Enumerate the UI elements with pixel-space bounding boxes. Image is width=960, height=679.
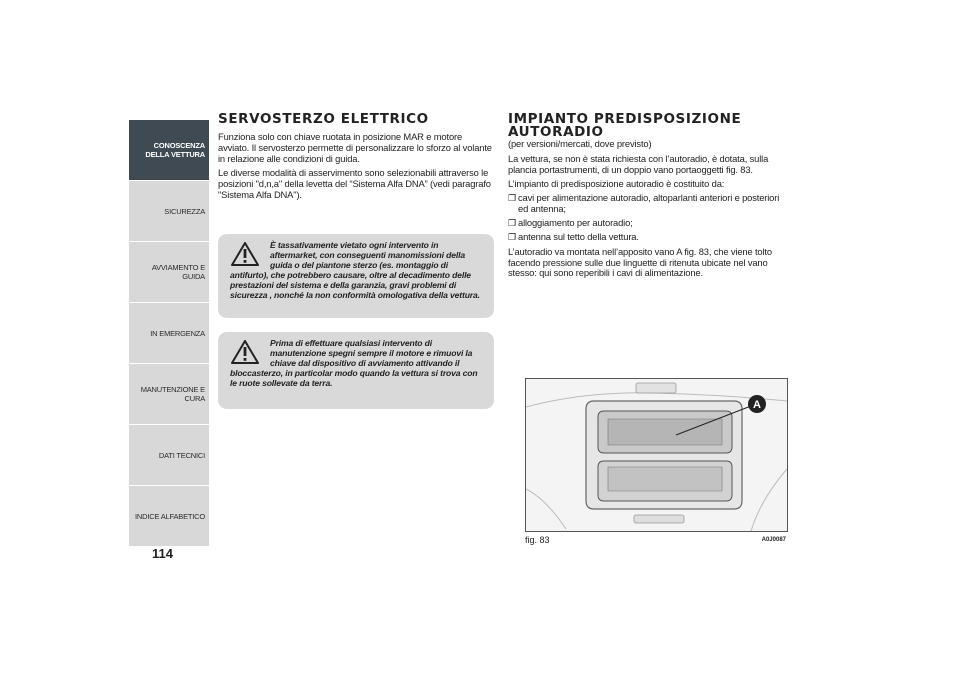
callout-a-label: A [753, 399, 761, 411]
tab-manutenzione-e-cura[interactable]: MANUTENZIONE E CURA [129, 364, 209, 424]
tab-in-emergenza[interactable]: IN EMERGENZA [129, 303, 209, 363]
subtitle: (per versioni/mercati, dove previsto) [508, 138, 652, 149]
warning-triangle-icon [231, 242, 259, 266]
tab-conoscenza-della-vettura[interactable]: CONOSCENZA DELLA VETTURA [129, 120, 209, 180]
warning-text: È tassativamente vietato ogni intervento in aftermarket, con conseguenti manomissioni della guida o del piantone sterzo (es. montaggio di antifurto), che potrebbero causare, oltre al decadimento delle prestazioni del sistema e della garanzia, gravi problemi di sicurezza , nonché la non conformità omologativa della vettura. [230, 240, 480, 300]
paragraph: L’autoradio va montata nell’apposito vano A fig. 83, che viene tolto facendo pressione sulle due linguette di ritenuta ubicate nel vano stesso: qui sono reperibili i cavi di alimentazione. [508, 245, 772, 279]
figure-caption: fig. 83 [525, 535, 550, 545]
left-column [218, 113, 494, 201]
section-title-servosterzo: SERVOSTERZO ELETTRICO [218, 111, 429, 127]
tab-indice-alfabetico[interactable]: INDICE ALFABETICO [129, 486, 209, 546]
list-item: ❒ alloggiamento per autoradio; [508, 216, 633, 228]
list-item: ❒ cavi per alimentazione autoradio, altoparlanti anteriori e posteriori ed antenna; [508, 192, 780, 214]
dashboard-compartment-illustration [526, 379, 787, 531]
warning-box [218, 234, 494, 318]
figure-illustration [525, 378, 788, 532]
page-number: 114 [152, 546, 173, 561]
list-item: ❒ antenna sul tetto della vettura. [508, 230, 639, 242]
section-title-autoradio: IMPIANTO PREDISPOSIZIONE AUTORADIO [508, 111, 742, 140]
paragraph: L’impianto di predisposizione autoradio è costituito da: [508, 178, 725, 190]
paragraph: Funziona solo con chiave ruotata in posizione MAR e motore avviato. Il servosterzo permette di personalizzare lo sforzo al volante in relazione alle condizioni di guida. [218, 131, 492, 164]
paragraph: La vettura, se non è stata richiesta con l’autoradio, è dotata, sulla plancia portastrumenti, di un doppio vano portaoggetti fig. 83. [508, 152, 769, 175]
tab-avviamento-e-guida[interactable]: AVVIAMENTO E GUIDA [129, 242, 209, 302]
warning-triangle-icon [231, 340, 259, 364]
warning-box [218, 332, 494, 409]
figure-code: A0J0087 [761, 537, 786, 543]
right-column [508, 113, 786, 279]
tab-dati-tecnici[interactable]: DATI TECNICI [129, 425, 209, 485]
figure-83 [508, 378, 786, 545]
tab-sicurezza[interactable]: SICUREZZA [129, 181, 209, 241]
warning-text: Prima di effettuare qualsiasi intervento di manutenzione spegni sempre il motore e rimuovi la chiave dal dispositivo di avviamento attivando il bloccasterzo, in particolar modo quando la vettura si trova con le ruote sollevate da terra. [230, 338, 478, 388]
paragraph: Le diverse modalità di asservimento sono selezionabili attraverso le posizioni "d,n,a" della levetta del “Sistema Alfa DNA” (vedi paragrafo "Sistema Alfa DNA"). [218, 167, 491, 200]
